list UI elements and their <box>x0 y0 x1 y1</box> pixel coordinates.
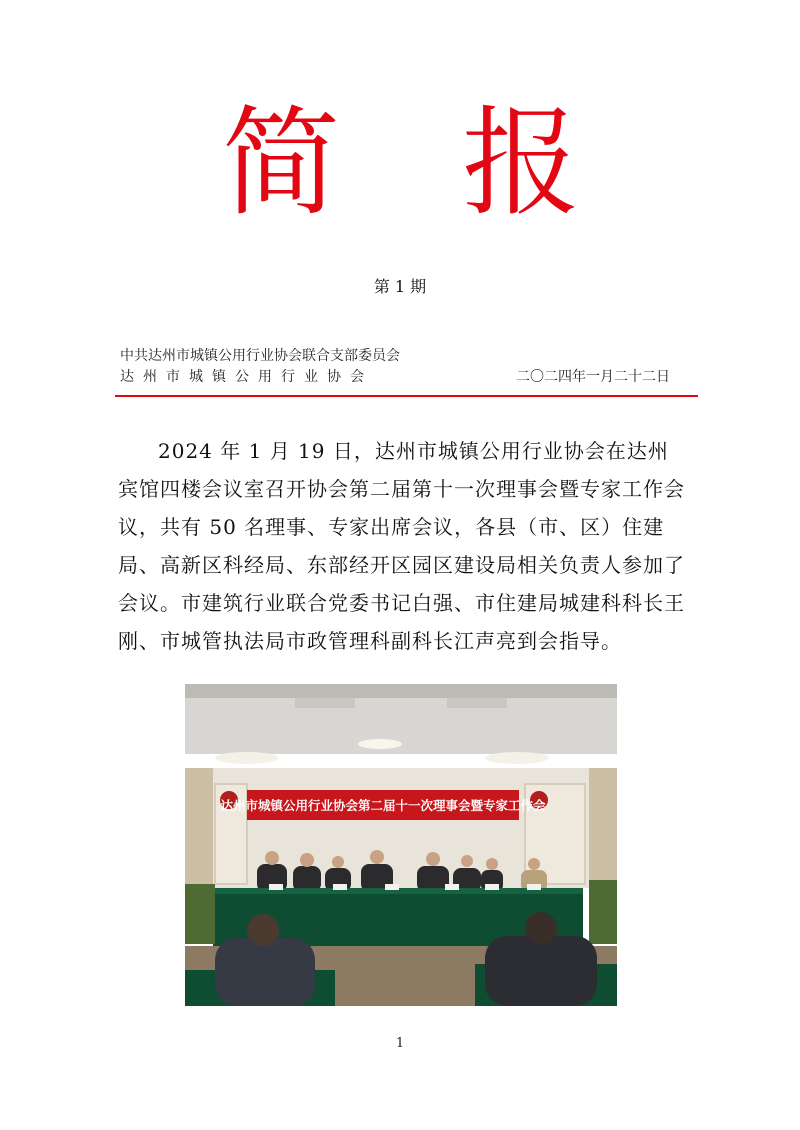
issue-date: 二〇二四年一月二十二日 <box>516 369 670 385</box>
issuer-association: 达州市城镇公用行业协会 <box>120 369 373 385</box>
issuer-block <box>120 346 700 388</box>
body-paragraph: 2024 年 1 月 19 日，达州市城镇公用行业协会在达州宾馆四楼会议室召开协会第二届第十一次理事会暨专家工作会议，共有 50 名理事、专家出席会议，各县（市、区）住建局、高新区科经局、东部经开区园区建设局相关负责人参加了会议。市建筑行业联合党委书记白强、市住建局城建科科长王刚、市城管执法局市政管理科副科长江声亮到会指导。 <box>118 439 685 653</box>
red-divider-line <box>115 395 698 397</box>
masthead-title <box>0 94 800 232</box>
masthead-char-bao: 报 <box>462 94 581 232</box>
masthead-char-jian: 简 <box>222 94 341 232</box>
issuer-party-branch: 中共达州市城镇公用行业协会联合支部委员会 <box>120 348 400 364</box>
meeting-photo <box>185 684 617 1006</box>
page-number: 1 <box>395 1036 405 1051</box>
issuer-association-row <box>120 366 700 388</box>
banner-text: 达州市城镇公用行业协会第二届十一次理事会暨专家工作会 <box>220 798 546 813</box>
issue-number: 第 1 期 <box>373 277 427 296</box>
